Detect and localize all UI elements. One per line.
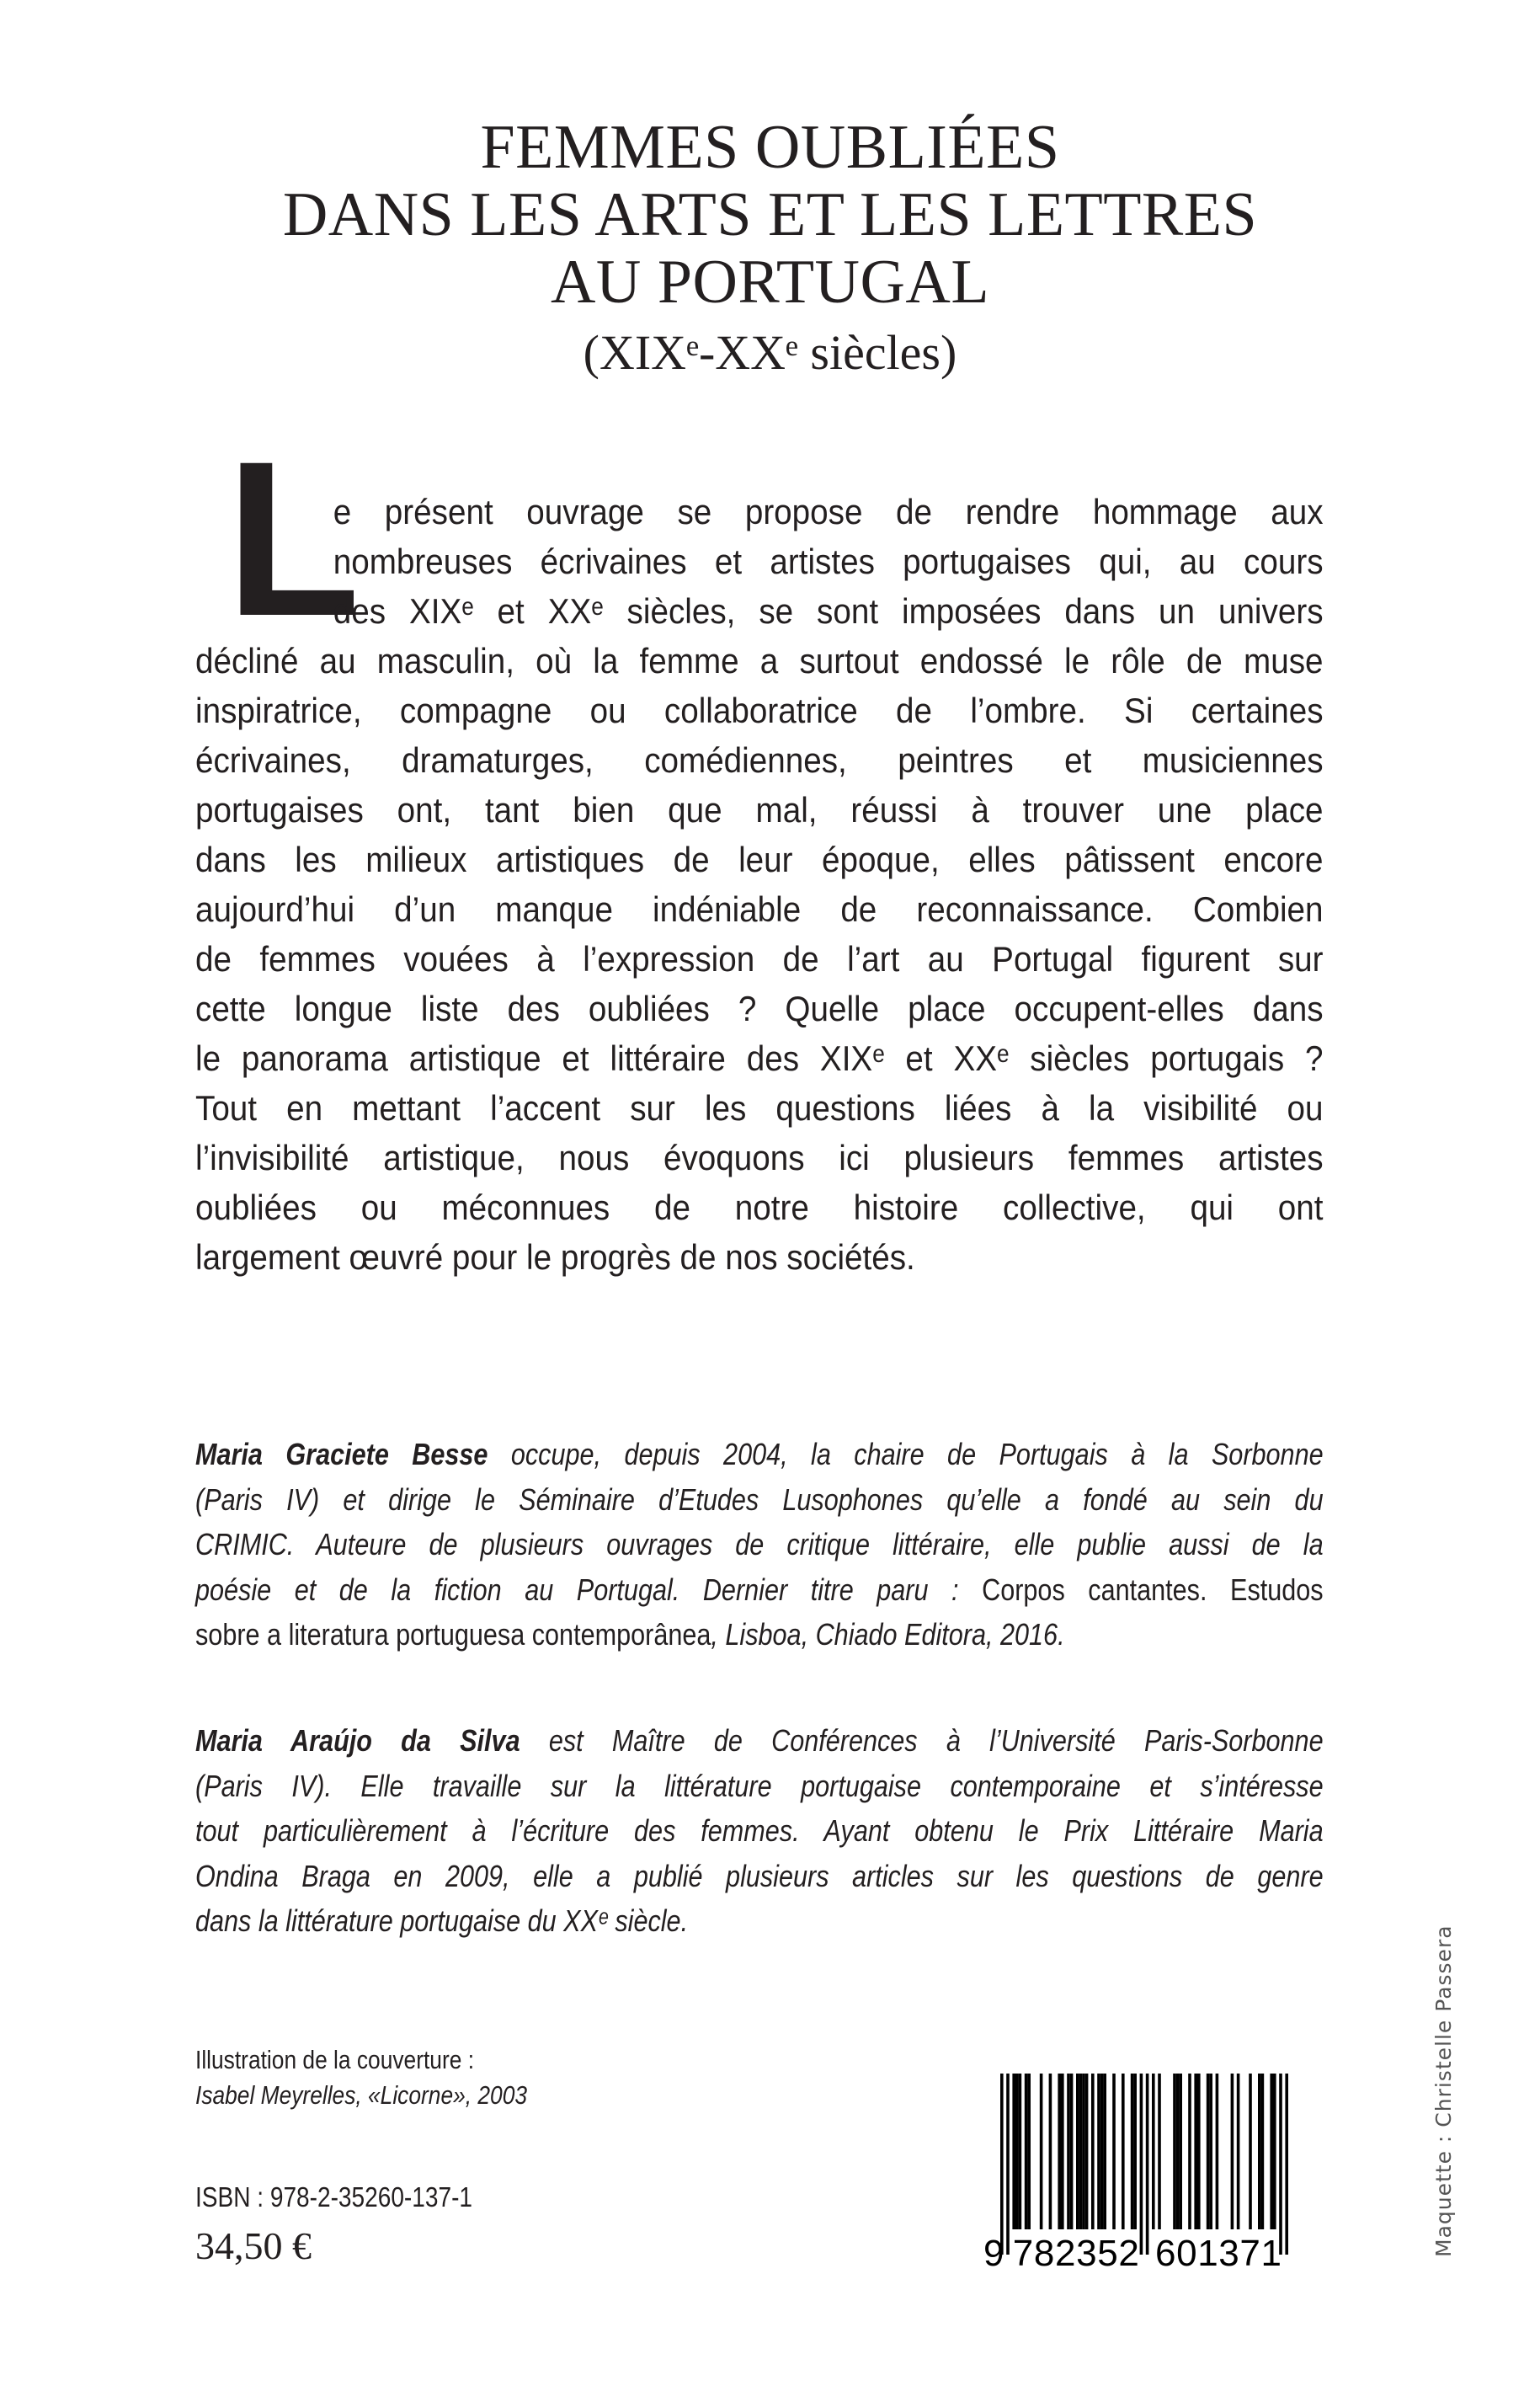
author-name: Maria Graciete Besse xyxy=(195,1437,488,1471)
bio-line: est Maître de Conférences à l’Université Paris-Sorbonne xyxy=(520,1723,1324,1758)
barcode-bar xyxy=(1025,2074,1028,2229)
author-bio-silva xyxy=(195,1718,1324,1944)
isbn: ISBN : 978-2-35260-137-1 xyxy=(195,2181,473,2213)
blurb-line: portugaises ont, tant bien que mal, réussi à trouver une place xyxy=(195,790,1324,830)
illustration-credit: Isabel Meyrelles, «Licorne», 2003 xyxy=(195,2080,528,2110)
barcode-bar xyxy=(1067,2074,1070,2229)
barcode-bar xyxy=(1188,2074,1191,2229)
barcode-bar xyxy=(1049,2074,1052,2229)
bio-line: CRIMIC. Auteure de plusieurs ouvrages de critique littéraire, elle publie aussi de la xyxy=(195,1527,1324,1561)
title-line-2: DANS LES ARTS ET LES LETTRES xyxy=(282,180,1258,249)
barcode-bar xyxy=(1173,2074,1176,2229)
blurb-line: dans les milieux artistiques de leur époque, elles pâtissent encore xyxy=(195,840,1324,879)
barcode-digits: 601371 xyxy=(1155,2233,1282,2271)
bio-line: (Paris IV) et dirige le Séminaire d’Etudes Lusophones qu’elle a fondé au sein du xyxy=(195,1481,1324,1517)
illustration-label: Illustration de la couverture : xyxy=(195,2045,475,2074)
bio-line: dans la littérature portugaise du XXᵉ siècle. xyxy=(195,1903,689,1938)
barcode-bar xyxy=(1194,2074,1197,2229)
barcode-bar xyxy=(1103,2074,1106,2229)
barcode-bar xyxy=(1097,2074,1100,2229)
barcode-bar xyxy=(1012,2074,1015,2229)
bio-line: (Paris IV). Elle travaille sur la littérature portugaise contemporaine et s’intéresse xyxy=(195,1768,1324,1803)
blurb-line: Tout en mettant l’accent sur les questions liées à la visibilité ou xyxy=(195,1088,1324,1128)
barcode-bar xyxy=(1027,2074,1031,2229)
barcode-bar xyxy=(1082,2074,1085,2229)
barcode-bar xyxy=(1040,2074,1043,2229)
barcode-bar xyxy=(1158,2074,1161,2229)
title-line-1: FEMMES OUBLIÉES xyxy=(480,113,1060,182)
barcode-bar xyxy=(1122,2074,1125,2229)
book-title: sobre a literatura portuguesa contemporânea xyxy=(195,1617,711,1652)
barcode-bar xyxy=(1058,2074,1061,2229)
layout-credit: Maquette : Christelle Passera xyxy=(1431,1924,1456,2257)
barcode-bar xyxy=(1100,2074,1104,2229)
bio-line: , Lisboa, Chiado Editora, 2016. xyxy=(711,1617,1065,1652)
blurb-line: largement œuvré pour le progrès de nos sociétés. xyxy=(195,1237,915,1277)
barcode-bar xyxy=(1079,2074,1083,2229)
barcode-bar xyxy=(1146,2074,1149,2255)
price: 34,50 € xyxy=(195,2224,312,2267)
barcode-bar xyxy=(1085,2074,1089,2229)
barcode-bar xyxy=(1131,2074,1134,2229)
blurb-line: des XIXᵉ et XXᵉ siècles, se sont imposées dans un univers xyxy=(333,591,1324,631)
bio-line: tout particulièrement à l’écriture des femmes. Ayant obtenu le Prix Littéraire Maria xyxy=(195,1813,1324,1848)
barcode-bar xyxy=(1237,2074,1240,2229)
blurb-text xyxy=(195,487,1324,1282)
barcode-bar xyxy=(1279,2074,1282,2255)
barcode-bar xyxy=(1209,2074,1212,2229)
blurb-line: de femmes vouées à l’expression de l’art au Portugal figurent sur xyxy=(195,939,1324,979)
bio-line: occupe, depuis 2004, la chaire de Portugais à la Sorbonne xyxy=(488,1437,1324,1471)
blurb-line: cette longue liste des oubliées ? Quelle place occupent-elles dans xyxy=(195,989,1324,1028)
barcode-bar xyxy=(1273,2074,1276,2229)
barcode-bar xyxy=(1061,2074,1064,2229)
barcode-bar xyxy=(1197,2074,1201,2229)
barcode-bar xyxy=(1015,2074,1019,2229)
barcode-bar xyxy=(1006,2074,1010,2255)
barcode-bar xyxy=(1261,2074,1265,2229)
blurb-line: inspiratrice, compagne ou collaboratrice de l’ombre. Si certaines xyxy=(195,691,1324,730)
author-name: Maria Araújo da Silva xyxy=(195,1723,520,1758)
barcode-bar xyxy=(1179,2074,1182,2229)
barcode-digits: 782352 xyxy=(1012,2233,1139,2271)
barcode-bar xyxy=(1207,2074,1210,2229)
barcode-bar xyxy=(1140,2074,1143,2255)
barcode-bar xyxy=(1112,2074,1116,2229)
barcode-bar xyxy=(1270,2074,1273,2229)
blurb-line: l’invisibilité artistique, nous évoquons ici plusieurs femmes artistes xyxy=(195,1138,1324,1177)
subtitle: (XIXᵉ-XXᵉ siècles) xyxy=(583,325,957,380)
drop-cap: L xyxy=(226,415,361,662)
book-title: Corpos cantantes. Estudos xyxy=(982,1572,1324,1607)
bio-line: Ondina Braga en 2009, elle a publié plusieurs articles sur les questions de genre xyxy=(195,1858,1324,1893)
title-line-3: AU PORTUGAL xyxy=(550,248,990,317)
barcode-bar xyxy=(1076,2074,1079,2229)
bio-line: poésie et de la fiction au Portugal. Dernier titre paru : xyxy=(195,1572,983,1607)
barcode-bar xyxy=(1000,2074,1004,2255)
barcode-bar xyxy=(1091,2074,1095,2229)
blurb-line: le panorama artistique et littéraire des XIXᵉ et XXᵉ siècles portugais ? xyxy=(195,1038,1324,1078)
blurb-line: aujourd’hui d’un manque indéniable de reconnaissance. Combien xyxy=(195,889,1324,929)
blurb-line: oubliées ou méconnues de notre histoire collective, qui ont xyxy=(195,1188,1324,1227)
blurb-line: décliné au masculin, où la femme a surtout endossé le rôle de muse xyxy=(195,641,1324,681)
blurb-line: nombreuses écrivaines et artistes portugaises qui, au cours xyxy=(333,542,1324,581)
barcode-bar xyxy=(1176,2074,1180,2229)
author-bio-besse xyxy=(195,1432,1324,1657)
barcode-bar xyxy=(1070,2074,1074,2229)
barcode-digits: 9 xyxy=(983,2233,1004,2271)
barcode-bar xyxy=(1152,2074,1155,2229)
barcode-bar xyxy=(1231,2074,1234,2229)
barcode-bar xyxy=(1216,2074,1219,2229)
blurb-line: écrivaines, dramaturges, comédiennes, peintres et musiciennes xyxy=(195,740,1324,780)
barcode-bar xyxy=(1258,2074,1261,2229)
barcode-bar xyxy=(1133,2074,1137,2229)
barcode-bar xyxy=(1249,2074,1252,2229)
barcode xyxy=(983,2074,1303,2271)
blurb-line: e présent ouvrage se propose de rendre hommage aux xyxy=(333,492,1324,531)
barcode-bar xyxy=(1019,2074,1022,2229)
barcode-bar xyxy=(1285,2074,1288,2255)
